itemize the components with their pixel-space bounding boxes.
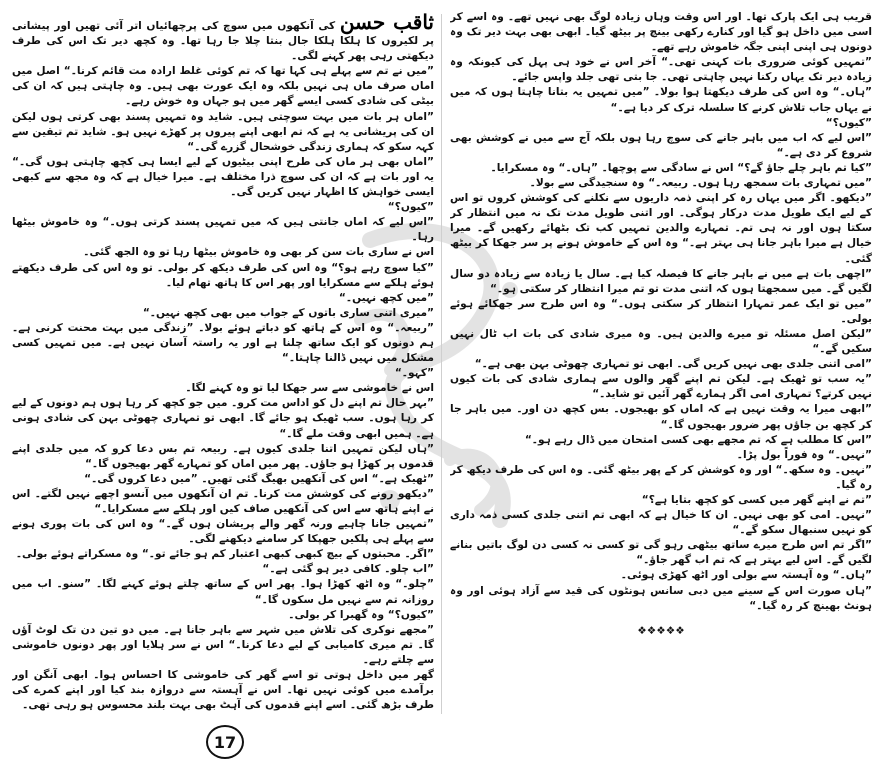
- right-paragraph: ”کیوں؟“: [825, 116, 872, 129]
- section-break-ornament: ❖❖❖❖❖: [637, 624, 685, 637]
- left-column: [12, 10, 434, 722]
- character-name-heading: ثاقب حسن: [339, 10, 434, 34]
- right-paragraph: ”دیکھو۔ اگر میں یہاں رہ کر اپنی ذمہ داریوں سے نکلنے کی کوشش کروں تو اس کے لیے ایک طویل مدت درکار ہوگی۔ اور اتنی طویل مدت تک نہ میں انتظار کر سکتا ہوں اور نہ ہی تم۔ تمہارے والدین تمہیں کب تک بٹھائے رکھیں گے۔ میرا خیال ہے میرا باہر جانا ہی بہتر ہے۔“ وہ اس کے خاموش ہونے پر سر جھکا کر بیٹھ گئی۔: [450, 192, 872, 265]
- right-paragraph: ”امی اتنی جلدی بھی نہیں کریں گی۔ ابھی تو تمہاری چھوٹی بہن بھی ہے۔“: [474, 358, 872, 371]
- left-paragraph-text: کی آنکھوں میں سوچ کی پرچھائیاں اتر آئی تھیں اور پیشانی پر لکیروں کا ہلکا ہلکا جال بنتا چلا جا رہا تھا۔ وہ کچھ دیر تک اس کی طرف دیکھتی رہی پھر کہنے لگی۔: [12, 20, 434, 63]
- right-paragraph: ”اگر تم اس طرح میرے ساتھ بیٹھی رہو گی تو کسی نہ کسی دن لوگ باتیں بنانے لگیں گے۔ اس لیے بہتر ہے کہ تم اب گھر جاؤ۔“: [450, 539, 872, 567]
- left-paragraph: ”مجھے نوکری کی تلاش میں شہر سے باہر جانا ہے۔ میں دو تین دن تک لوٹ آؤں گا۔ تم میری کامیابی کے لیے دعا کرنا۔“ اس نے سر ہلایا اور پھر دونوں خاموشی سے چلتے رہے۔: [12, 623, 434, 666]
- left-paragraph: ”تمہیں جانا چاہیے ورنہ گھر والے پریشان ہوں گے۔“ وہ اس کی بات پوری ہونے سے پہلے ہی پلکیں جھپکا کر سامنے دیکھنے لگی۔: [12, 518, 434, 546]
- right-paragraph: ”اس لیے کہ اب میں باہر جانے کی سوچ رہا ہوں بلکہ آج سے میں نے کوشش بھی شروع کر دی ہے۔“: [450, 131, 872, 159]
- right-paragraph: ”میں تو ایک عمر تمہارا انتظار کر سکتی ہوں۔“ وہ اس طرح سر جھکائے ہوئے بولی۔: [450, 297, 872, 325]
- right-paragraph: ”نہیں۔ وہ سکھ۔“ اور وہ کوشش کر کے پھر بیٹھ گئی۔ وہ اس کی طرف دیکھ کر رہ گیا۔: [450, 463, 872, 491]
- right-paragraph: قریب ہی ایک پارک تھا۔ اور اس وقت وہاں زیادہ لوگ بھی نہیں تھے۔ وہ اسے کر اسی میں داخل ہو گیا اور کنارے رکھی بینچ پر بیٹھ گیا۔ ابھی بھی بہت دیر تک وہ دونوں ہی اپنی اپنی جگہ خاموش رہے تھے۔: [450, 11, 872, 54]
- left-paragraph: ”ٹھیک ہے۔“ اس کی آنکھیں بھیگ گئی تھیں۔ ”میں دعا کروں گی۔“: [84, 472, 434, 485]
- left-paragraph: ”اب چلو۔ کافی دیر ہو گئی ہے۔“: [262, 563, 434, 576]
- right-paragraph: ”ہاں صورت اس کے سینے میں دبی سانس ہونٹوں کی قید سے آزاد ہوئی اور وہ ہونٹ بھینچ کر رہ گیا۔“: [450, 584, 872, 612]
- right-paragraph: ”کیا تم باہر چلے جاؤ گے؟“ اس نے سادگی سے پوچھا۔ ”ہاں۔“ وہ مسکرایا۔: [490, 161, 872, 174]
- left-paragraph: ”بہر حال تم اپنے دل کو اداس مت کرو۔ میں جو کچھ کر رہا ہوں ہم دونوں کے لیے کر رہا ہوں۔ سب ٹھیک ہو جائے گا۔ ابھی تو تمہاری چھوٹی بہن کی شادی ہونی ہے۔ ہمیں ابھی وقت ملے گا۔“: [12, 397, 434, 440]
- left-paragraph: گھر میں داخل ہوتی تو اسے گھر کی خاموشی کا احساس ہوا۔ ابھی آنگن اور برآمدے میں کوئی نہیں تھا۔ اس نے آہستہ سے دروازہ بند کیا اور اپنے کمرے کی طرف بڑھ گئی۔ اسے اپنے قدموں کی آہٹ بھی بہت بلند محسوس ہو رہی تھی۔: [12, 669, 434, 712]
- right-paragraph: ”تم نے اپنے گھر میں کسی کو کچھ بتایا ہے؟“: [641, 494, 872, 506]
- left-paragraph: ”ربیعہ۔“ وہ اس کے ہاتھ کو دباتے ہوئے بولا۔ ”زندگی میں بہت محنت کرنی ہے۔ ہم دونوں کو ایک ساتھ چلنا ہے اور یہ راستہ آسان نہیں ہے۔ میں تمہیں کسی مشکل میں نہیں ڈالنا چاہتا۔“: [12, 321, 434, 365]
- right-paragraph: ”لیکن اصل مسئلہ تو میرے والدین ہیں۔ وہ میری شادی کی بات اب ٹال نہیں سکیں گے۔“: [450, 327, 872, 356]
- right-paragraph: ”اچھی بات ہے میں نے باہر جانے کا فیصلہ کیا ہے۔ سال یا زیادہ سے زیادہ دو سال لگیں گے۔ میں سمجھتا ہوں کہ اتنی مدت تو تم میرا انتظار کر سکتی ہو۔“: [450, 267, 872, 295]
- left-paragraph: ”کیا سوچ رہے ہو؟“ وہ اس کی طرف دیکھ کر بولی۔ تو وہ اس کی طرف دیکھتے ہوئے ہلکے سے مسکرایا اور پھر اس کا ہاتھ تھام لیا۔: [12, 261, 434, 289]
- right-column: [450, 10, 872, 722]
- right-paragraph: ”تمہیں کوئی ضروری بات کہنی تھی۔“ آخر اس نے خود ہی پہل کی کیونکہ وہ زیادہ دیر تک یہاں رکنا نہیں چاہتی تھی۔ جا بتی تھی جلد واپس جائے۔: [450, 56, 872, 84]
- left-paragraph: ”دیکھو رونے کی کوشش مت کرنا۔ تم ان آنکھوں میں آنسو اچھے نہیں لگتے۔ اس نے اپنے ہاتھ سے اس کی آنکھیں صاف کیں اور ہلکے سے مسکرایا۔“: [12, 487, 434, 515]
- left-paragraph-with-heading: [12, 10, 434, 64]
- left-paragraph: ”میں کچھ نہیں۔“: [338, 291, 434, 304]
- left-paragraph: ”اماں بھی ہر ماں کی طرح اپنی بیٹیوں کے لیے ایسا ہی کچھ چاہتی ہوں گی۔“ یہ اور بات ہے کہ ان کی سوچ ذرا مختلف ہے۔ میرا خیال ہے کہ وہ مجھ سے کبھی ایسی خواہش کا اظہار نہیں کریں گی۔: [12, 155, 434, 199]
- left-paragraph: ”چلو۔“ وہ اٹھ کھڑا ہوا۔ پھر اس کے ساتھ چلتے ہوئے کہنے لگا۔ ”سنو۔ اب میں روزانہ تم سے نہیں مل سکوں گا۔“: [12, 578, 434, 606]
- page-number-badge: 17: [206, 725, 244, 759]
- left-paragraph: ”کیوں؟“ وہ گھبرا کر بولی۔: [288, 608, 434, 621]
- right-paragraph: ”ہاں۔“ وہ اس کی طرف دیکھتا ہوا بولا۔ ”میں تمہیں یہ بتانا چاہتا ہوں کہ میں نے یہاں جاب تلاش کرنے کا سلسلہ ترک کر دیا ہے۔“: [450, 86, 872, 114]
- left-paragraph: ”اماں ہر بات میں بہت سوچتی ہیں۔ شاید وہ تمہیں پسند بھی کرتی ہوں لیکن ان کی پریشانی یہ ہے کہ تم ابھی اپنے پیروں پر کھڑے نہیں ہو۔ شاید تم تیقین سے کہہ سکو کہ ہماری زندگی خوشحال گزرے گی۔“: [12, 110, 434, 153]
- left-paragraph: اس نے ساری بات سن کر بھی وہ خاموش بیٹھا رہا تو وہ الجھ گئی۔: [83, 246, 434, 259]
- right-paragraph: ”اس کا مطلب ہے کہ تم مجھے بھی کسی امتحان میں ڈال رہے ہو۔“: [524, 433, 872, 446]
- left-paragraph: ”میں نے تم سے پہلے ہی کہا تھا کہ تم کوئی غلط ارادہ مت قائم کرنا۔“ اصل میں اماں صرف ماں ہی نہیں بلکہ وہ ایک عورت بھی ہیں۔ وہ چاہتی ہیں کہ ان کی بیٹی کی شادی کسی ایسے گھر میں ہو جہاں وہ خوش رہے۔: [12, 65, 434, 108]
- text-columns: [12, 10, 872, 722]
- left-paragraph: ”اگر۔ محبتوں کے بیچ کبھی کبھی اعتبار کم ہو جائے تو۔“ وہ مسکراتے ہوئے بولی۔: [15, 548, 434, 561]
- left-paragraph: ”اس لیے کہ اماں جانتی ہیں کہ میں تمہیں پسند کرتی ہوں۔“ وہ خاموش بیٹھا رہا۔: [12, 216, 434, 244]
- right-paragraph: ”ابھی میرا یہ وقت نہیں ہے کہ اماں کو بھیجوں۔ بس کچھ دن اور۔ میں باہر جا کر کچھ بن جاؤں پھر ضرور بھیجوں گا۔“: [450, 403, 872, 431]
- left-paragraph: ”کیوں؟“: [387, 201, 434, 214]
- right-paragraph: ”میں تمہاری بات سمجھ رہا ہوں۔ ربیعہ۔“ وہ سنجیدگی سے بولا۔: [529, 177, 872, 190]
- right-paragraph: ”نہیں۔ امی کو بھی نہیں۔ ان کا خیال ہے کہ ابھی تم اتنی جلدی کسی ذمہ داری کو نہیں سنبھال سکو گے۔“: [450, 509, 872, 537]
- right-paragraph: ”یہ سب تو ٹھیک ہے۔ لیکن تم اپنے گھر والوں سے ہماری شادی کی بات کیوں نہیں کرتے؟ تمہاری امی اگر ہمارے گھر آئیں تو شاید۔“: [450, 373, 872, 401]
- left-paragraph: ”کہو۔“: [394, 367, 434, 380]
- left-paragraph: اس نے خاموشی سے سر جھکا لیا تو وہ کہنے لگا۔: [185, 382, 434, 395]
- right-paragraph: ”نہیں۔“ وہ فوراً بول پڑا۔: [736, 448, 872, 461]
- right-paragraph: ”ہاں۔“ وہ آہستہ سے بولی اور اٹھ کھڑی ہوئی۔: [620, 569, 872, 582]
- left-paragraph: ”میری اتنی ساری باتوں کے جواب میں بھی کچھ نہیں۔“: [142, 306, 434, 319]
- left-paragraph: ”ہاں لیکن تمہیں اتنا جلدی کیوں ہے۔ ربیعہ تم بس دعا کرو کہ میں جلدی اپنے قدموں پر کھڑا ہو جاؤں۔ پھر میں اماں کو تمہارے گھر بھیجوں گا۔“: [12, 442, 434, 470]
